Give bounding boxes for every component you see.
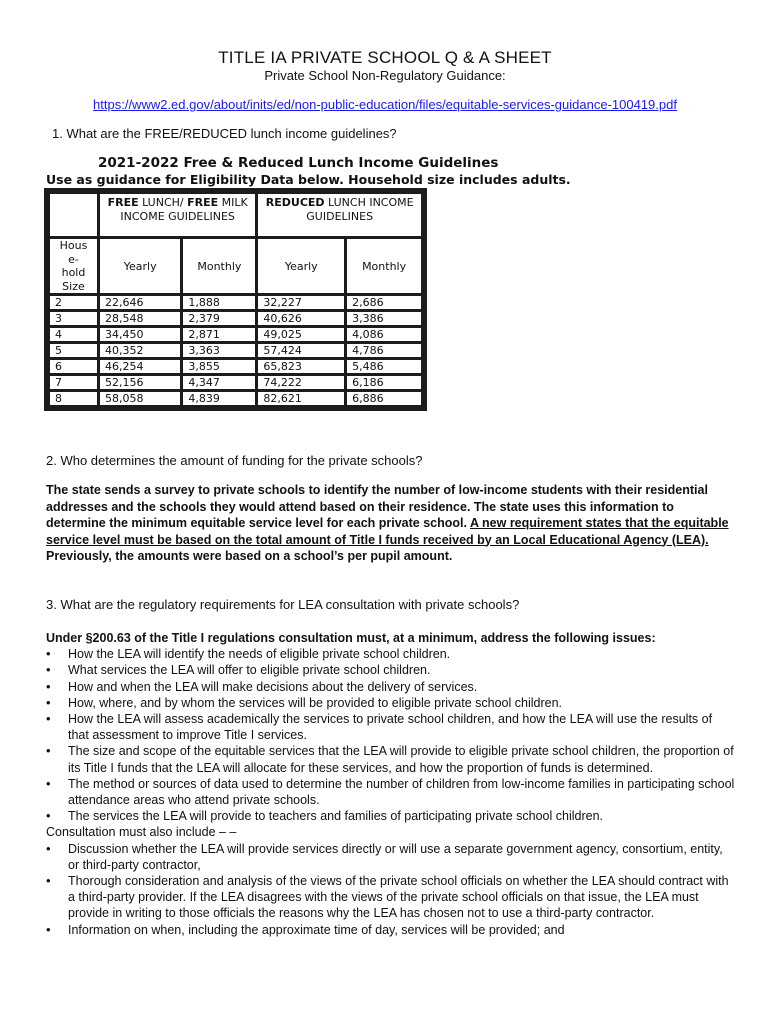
list-item: • Thorough consideration and analysis of the views of the private school officials on whether the LEA should contract with a third-party provider. If the LEA disagrees with the views of the private school officials on that issue, the LEA must provide in writing to those officials the reasons why the LEA has chosen not to use a third-party contractor. [46,873,736,922]
table-row: 2 22,646 1,888 32,227 2,686 [50,296,421,309]
also-include-text: Consultation must also include – – [46,825,237,840]
free-lunch-header: FREE LUNCH/ FREE MILK INCOME GUIDELINES [100,194,255,236]
also-include-list [46,841,736,938]
list-item: • What services the LEA will offer to eligible private school children. [46,662,736,678]
document-subtitle: Private School Non-Regulatory Guidance: [264,68,506,83]
list-item: • How the LEA will identify the needs of eligible private school children. [46,646,736,662]
guidance-link[interactable]: https://www2.ed.gov/about/inits/ed/non-public-education/files/equitable-services-guidance-100419.pdf [93,97,677,112]
free-monthly-header: Monthly [183,239,255,293]
table-row: 4 34,450 2,871 49,025 4,086 [50,328,421,341]
empty-header-cell [50,194,97,236]
income-guidelines-table [44,188,427,411]
reduced-yearly-header: Yearly [258,239,344,293]
new-requirement-text: A new requirement states that the equitable service level must be based on the total amount of Title I funds received by an Local Educational Agency (LEA). [46,516,729,547]
free-yearly-header: Yearly [100,239,180,293]
document-title: TITLE IA PRIVATE SCHOOL Q & A SHEET [218,48,552,67]
answer-3 [46,630,736,938]
list-item: • How, where, and by whom the services will be provided to eligible private school children. [46,695,736,711]
question-3: 3. What are the regulatory requirements for LEA consultation with private schools? [46,597,520,612]
issues-list [46,646,736,824]
reduced-monthly-header: Monthly [347,239,421,293]
household-size-header: Hous e- hold Size [50,239,97,293]
table-row: 8 58,058 4,839 82,621 6,886 [50,392,421,405]
list-item: • The size and scope of the equitable services that the LEA will provide to eligible private school children, the proportion of its Title I funds that the LEA will allocate for these services, and how the proportion of funds is determined. [46,743,736,775]
table-row: 5 40,352 3,363 57,424 4,786 [50,344,421,357]
list-item: • Discussion whether the LEA will provide services directly or will use a separate government agency, consortium, entity, or third-party contractor, [46,841,736,873]
table-title: 2021-2022 Free & Reduced Lunch Income Guidelines [98,155,499,171]
reduced-lunch-header: REDUCED LUNCH INCOME GUIDELINES [258,194,421,236]
question-2: 2. Who determines the amount of funding for the private schools? [46,453,423,468]
answer-2: The state sends a survey to private schools to identify the number of low-income students with their residential addresses and the schools they would attend based on their residence. The state uses this information to determine the minimum equitable service level for each private school. A new requirement states that the equitable service level must be based on the total amount of Title I funds received by an Local Educational Agency (LEA). Previously, the amounts were based on a school’s per pupil amount. [46,483,729,563]
answer-3-lead: Under §200.63 of the Title I regulations consultation must, at a minimum, address the following issues: [46,631,656,645]
list-item: • How the LEA will assess academically the services to private school children, and how the LEA will use the results of that assessment to improve Title I services. [46,711,736,743]
list-item: • The method or sources of data used to determine the number of children from low-income families in participating school attendance areas who attend private schools. [46,776,736,808]
table-subtitle: Use as guidance for Eligibility Data below. Household size includes adults. [46,172,571,187]
list-item: • Information on when, including the approximate time of day, services will be provided; and [46,922,736,938]
table-row: 3 28,548 2,379 40,626 3,386 [50,312,421,325]
question-1: 1. What are the FREE/REDUCED lunch income guidelines? [52,126,397,141]
table-row: 7 52,156 4,347 74,222 6,186 [50,376,421,389]
list-item: • The services the LEA will provide to teachers and families of participating private school children. [46,808,736,824]
list-item: • How and when the LEA will make decisions about the delivery of services. [46,679,736,695]
table-row: 6 46,254 3,855 65,823 5,486 [50,360,421,373]
